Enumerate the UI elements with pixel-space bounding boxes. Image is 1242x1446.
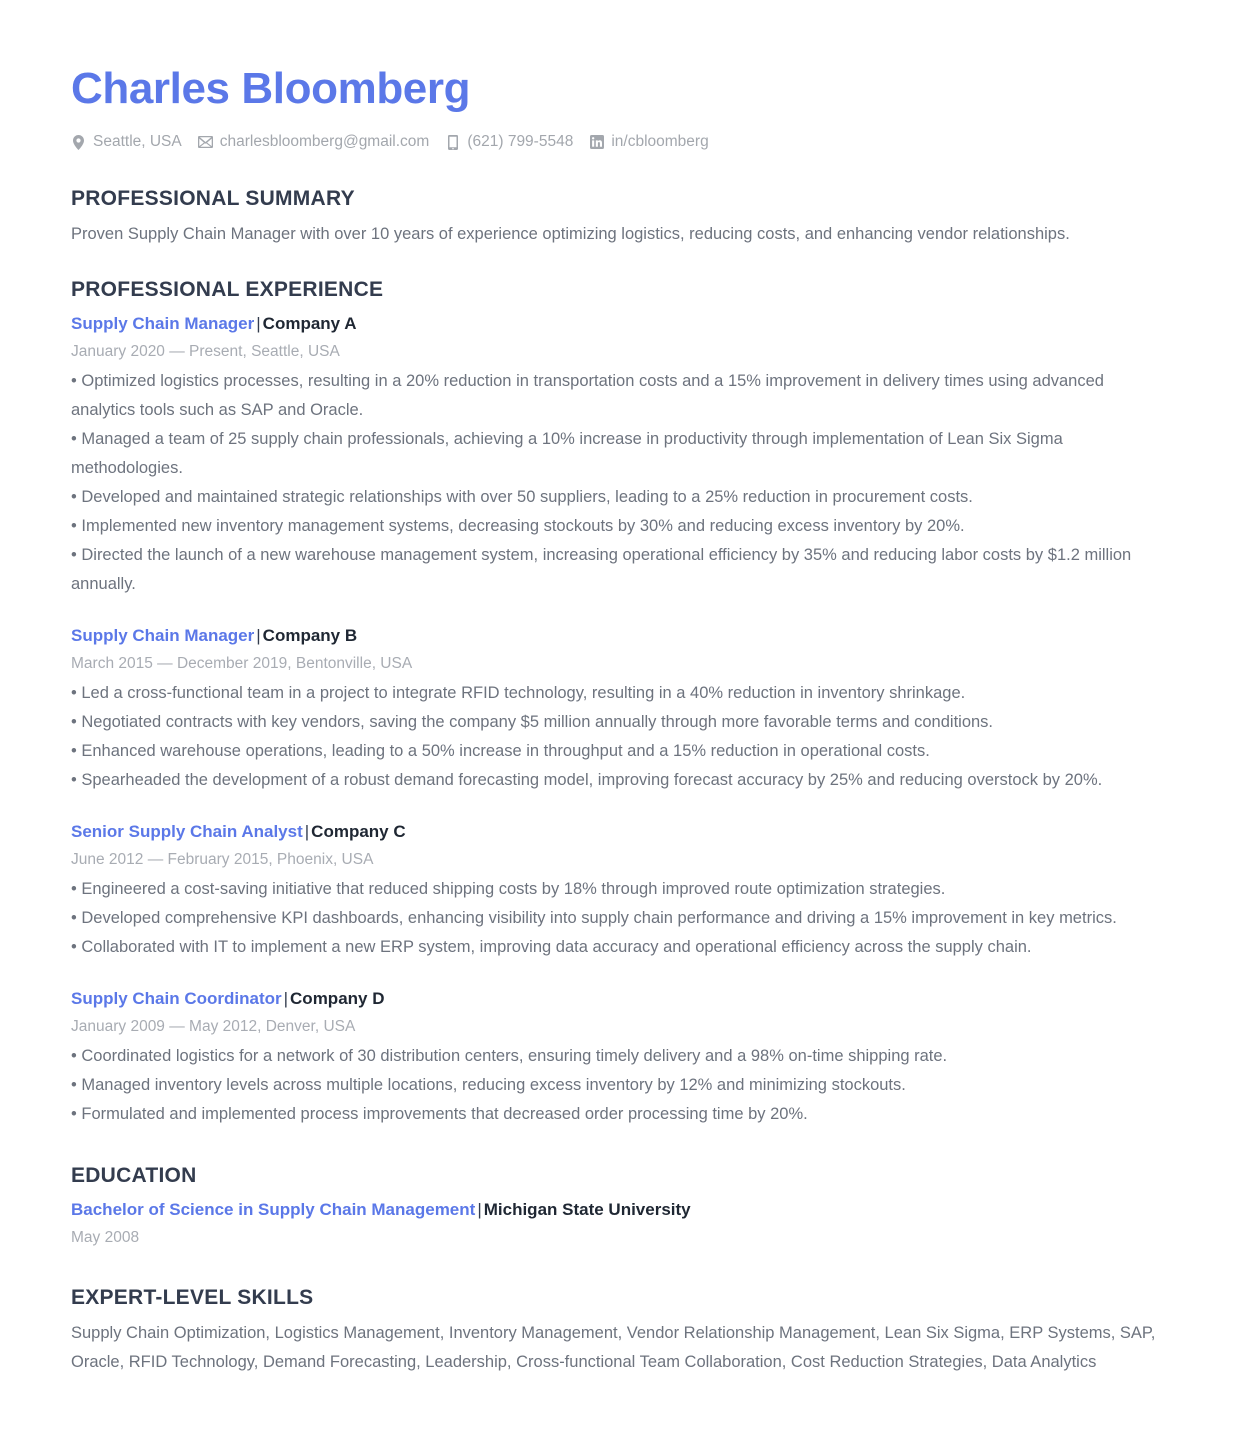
job-separator: | — [256, 314, 261, 333]
contact-location-text: Seattle, USA — [93, 133, 182, 150]
job-company: Company C — [311, 822, 406, 841]
job-bullet: • Engineered a cost-saving initiative that reduced shipping costs by 18% through improved route optimization strategies. — [71, 880, 946, 898]
section-title-education: EDUCATION — [71, 1164, 197, 1187]
job-bullet: • Directed the launch of a new warehouse management system, increasing operational efficiency by 35% and reducing labor costs by $1.2 million annually. — [71, 546, 1132, 593]
contact-location — [71, 132, 182, 152]
job-bullet: • Spearheaded the development of a robust demand forecasting model, improving forecast accuracy by 25% and reducing overstock by 20%. — [71, 771, 1103, 789]
job-company: Company A — [262, 314, 357, 333]
job-dates-location: January 2020 — Present, Seattle, USA — [71, 343, 340, 360]
job-separator: | — [283, 989, 289, 1008]
section-professional-summary — [71, 186, 1172, 249]
contact-linkedin[interactable] — [589, 132, 708, 152]
phone-icon — [445, 134, 460, 150]
candidate-name: Charles Bloomberg — [71, 64, 471, 113]
job-bullet: • Implemented new inventory management systems, decreasing stockouts by 30% and reducing excess inventory by 20%. — [71, 517, 965, 535]
contact-phone[interactable] — [445, 132, 573, 152]
section-title-summary: PROFESSIONAL SUMMARY — [71, 187, 355, 210]
job-bullets — [71, 367, 1172, 599]
contact-line — [71, 132, 1172, 152]
job-bullet: • Optimized logistics processes, resulting in a 20% reduction in transportation costs and a 15% improvement in delivery times using advanced analytics tools such as SAP and Oracle. — [71, 372, 1104, 419]
location-pin-icon — [71, 134, 86, 150]
job-title: Supply Chain Manager — [71, 626, 255, 645]
contact-phone-text: (621) 799-5548 — [467, 133, 574, 150]
resume-header — [71, 62, 1172, 152]
contact-email[interactable] — [198, 132, 430, 152]
job-dates-location: June 2012 — February 2015, Phoenix, USA — [71, 851, 374, 868]
job-bullet: • Developed and maintained strategic relationships with over 50 suppliers, leading to a 25% reduction in procurement costs. — [71, 488, 973, 506]
job-company: Company B — [262, 626, 358, 645]
linkedin-icon — [589, 134, 604, 150]
job-bullet: • Managed a team of 25 supply chain professionals, achieving a 10% increase in productivity through implementation of Lean Six Sigma methodologies. — [71, 430, 1063, 477]
job-bullet: • Developed comprehensive KPI dashboards, enhancing visibility into supply chain performance and driving a 15% improvement in key metrics. — [71, 909, 1117, 927]
job-heading — [71, 986, 1172, 1012]
experience-entry — [71, 623, 1172, 795]
job-title: Supply Chain Manager — [71, 314, 255, 333]
job-title: Supply Chain Coordinator — [71, 989, 282, 1008]
job-heading — [71, 623, 1172, 649]
job-separator: | — [256, 626, 261, 645]
experience-entry — [71, 311, 1172, 599]
education-heading — [71, 1197, 1172, 1223]
envelope-icon — [198, 134, 213, 150]
job-bullet: • Collaborated with IT to implement a new ERP system, improving data accuracy and operational efficiency across the supply chain. — [71, 938, 1032, 956]
experience-entry — [71, 986, 1172, 1129]
education-school: Michigan State University — [483, 1200, 691, 1219]
job-bullets — [71, 679, 1172, 795]
job-bullets — [71, 1042, 1172, 1129]
job-bullet: • Enhanced warehouse operations, leading to a 50% increase in throughput and a 15% reduction in operational costs. — [71, 742, 930, 760]
education-separator: | — [477, 1200, 482, 1219]
section-education — [71, 1163, 1172, 1251]
job-separator: | — [304, 822, 310, 841]
job-title: Senior Supply Chain Analyst — [71, 822, 303, 841]
job-company: Company D — [290, 989, 385, 1008]
job-dates-location: January 2009 — May 2012, Denver, USA — [71, 1018, 356, 1035]
section-skills — [71, 1285, 1172, 1377]
job-heading — [71, 819, 1172, 845]
contact-email-text: charlesbloomberg@gmail.com — [219, 133, 430, 150]
job-dates-location: March 2015 — December 2019, Bentonville, USA — [71, 655, 413, 672]
section-title-experience: PROFESSIONAL EXPERIENCE — [71, 278, 384, 301]
job-bullets — [71, 875, 1172, 962]
education-date: May 2008 — [71, 1229, 140, 1246]
experience-entry — [71, 819, 1172, 962]
job-bullet: • Managed inventory levels across multiple locations, reducing excess inventory by 12% and minimizing stockouts. — [71, 1076, 906, 1094]
section-title-skills: EXPERT-LEVEL SKILLS — [71, 1286, 314, 1309]
job-heading — [71, 311, 1172, 337]
contact-linkedin-text: in/cbloomberg — [611, 133, 709, 150]
section-professional-experience — [71, 277, 1172, 1129]
job-bullet: • Negotiated contracts with key vendors, saving the company $5 million annually through more favorable terms and conditions. — [71, 713, 994, 731]
education-degree: Bachelor of Science in Supply Chain Management — [71, 1200, 476, 1219]
job-bullet: • Led a cross-functional team in a project to integrate RFID technology, resulting in a 40% reduction in inventory shrinkage. — [71, 684, 966, 702]
summary-text: Proven Supply Chain Manager with over 10 years of experience optimizing logistics, reducing costs, and enhancing vendor relationships. — [71, 225, 1070, 243]
job-bullet: • Coordinated logistics for a network of 30 distribution centers, ensuring timely delivery and a 98% on-time shipping rate. — [71, 1047, 948, 1065]
skills-text: Supply Chain Optimization, Logistics Management, Inventory Management, Vendor Relationship Management, Lean Six Sigma, ERP Systems, SAP, Oracle, RFID Technology, Demand Forecasting, Leadership, Cross-functional Team Collaboration, Cost Reduction Strategies, Data Analytics — [71, 1324, 1156, 1371]
job-bullet: • Formulated and implemented process improvements that decreased order processing time by 20%. — [71, 1105, 808, 1123]
